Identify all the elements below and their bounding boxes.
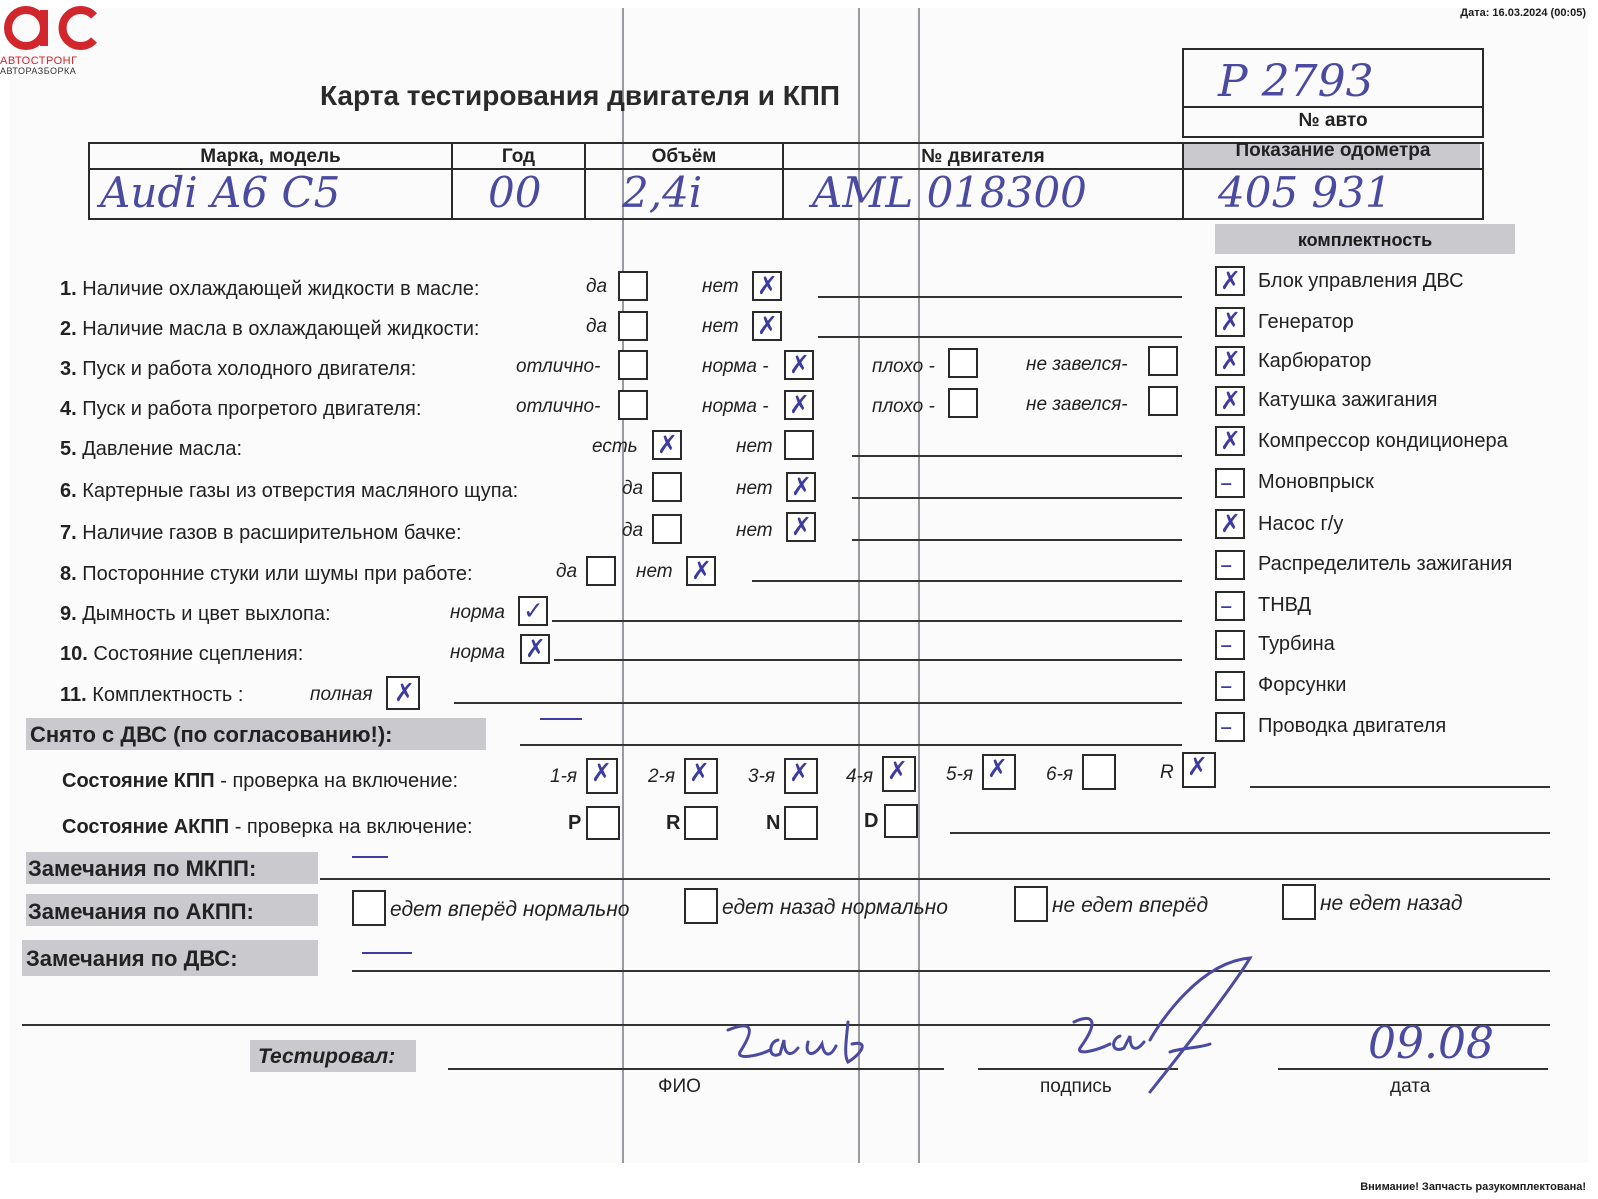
kit-item-ps-pump: Насос г/у — [1258, 513, 1344, 535]
q4-normal-checkbox[interactable]: ✗ — [784, 390, 814, 420]
kit-item-ecu: Блок управления ДВС — [1258, 270, 1464, 292]
dash-mark — [352, 856, 388, 858]
kit-item-injectors: Форсунки — [1258, 674, 1347, 696]
gear-4-checkbox[interactable]: ✗ — [882, 756, 916, 792]
kit-generator-checkbox[interactable]: ✗ — [1215, 307, 1245, 337]
no-label: нет — [736, 478, 773, 499]
bad-label: плохо - — [872, 396, 935, 417]
test-date-value: 09.08 — [1368, 1018, 1494, 1069]
no-label: нет — [636, 561, 673, 582]
q8-yes-checkbox[interactable] — [586, 556, 616, 586]
question-11: 11. Комплектность : — [60, 684, 244, 706]
akpp-forward-ok-label: едет вперёд нормально — [390, 898, 630, 921]
no-label: нет — [702, 316, 739, 337]
kit-title: комплектность — [1297, 230, 1433, 250]
norm-label: норма — [450, 642, 505, 663]
q5-present-checkbox[interactable]: ✗ — [652, 430, 682, 460]
q4-excellent-checkbox[interactable] — [618, 390, 648, 420]
q7-no-checkbox[interactable]: ✗ — [786, 512, 816, 542]
question-6: 6. Картерные газы из отверстия масляного щупа: — [60, 480, 519, 502]
answer-line — [552, 620, 1182, 622]
answer-line — [554, 659, 1182, 661]
excellent-label: отлично- — [516, 356, 601, 377]
answer-line — [950, 832, 1550, 834]
kit-item-carburetor: Карбюратор — [1258, 350, 1372, 372]
question-10: 10. Состояние сцепления: — [60, 643, 304, 665]
gear-p-label: P — [568, 812, 582, 834]
no-label: нет — [736, 520, 773, 541]
kpp-label: Состояние КПП - проверка на включение: — [62, 770, 459, 792]
answer-line — [752, 580, 1182, 582]
question-7: 7. Наличие газов в расширительном бачке: — [60, 522, 462, 544]
question-4: 4. Пуск и работа прогретого двигателя: — [60, 398, 422, 420]
q4-no-start-checkbox[interactable] — [1148, 386, 1178, 416]
tester-name-handwriting — [718, 1012, 898, 1072]
gear-1-label: 1-я — [550, 766, 578, 787]
model-value: Audi A6 C5 — [100, 168, 341, 217]
akpp-remarks-label: Замечания по АКПП: — [28, 899, 254, 924]
gear-p-checkbox[interactable] — [586, 806, 620, 840]
normal-label: норма - — [702, 396, 769, 417]
q3-normal-checkbox[interactable]: ✗ — [784, 350, 814, 380]
q2-yes-checkbox[interactable] — [618, 311, 648, 341]
no-start-label: не завелся- — [1026, 354, 1128, 375]
question-8: 8. Посторонние стуки или шумы при работе: — [60, 563, 473, 585]
mkpp-remarks-label: Замечания по МКПП: — [28, 856, 257, 881]
question-5: 5. Давление масла: — [60, 438, 242, 460]
gear-5-checkbox[interactable]: ✗ — [982, 754, 1016, 790]
gear-r-label: R — [1160, 762, 1174, 783]
q4-bad-checkbox[interactable] — [948, 388, 978, 418]
yes-label: да — [586, 276, 608, 297]
dvs-remarks-label: Замечания по ДВС: — [26, 946, 238, 971]
no-label: нет — [702, 276, 739, 297]
year-header: Год — [501, 146, 536, 167]
akpp-label: Состояние АКПП - проверка на включение: — [62, 816, 473, 838]
dash-mark — [362, 952, 412, 954]
no-start-label: не завелся- — [1026, 394, 1128, 415]
brand-subtitle: АВТОРАЗБОРКА — [0, 66, 77, 76]
excellent-label: отлично- — [516, 396, 601, 417]
gear-n-checkbox[interactable] — [784, 806, 818, 840]
q6-no-checkbox[interactable]: ✗ — [786, 472, 816, 502]
gear-d-label: D — [864, 810, 879, 832]
kit-mono-injection-checkbox[interactable]: – — [1215, 468, 1245, 498]
q11-full-checkbox[interactable]: ✗ — [386, 676, 420, 710]
answer-line — [852, 539, 1182, 541]
akpp-backward-ok-label: едет назад нормально — [722, 896, 948, 919]
dash-mark — [540, 718, 582, 720]
full-label: полная — [310, 684, 373, 705]
yes-label: да — [556, 561, 578, 582]
answer-line — [520, 744, 1182, 746]
gear-r-auto-label: R — [666, 812, 681, 834]
yes-label: да — [586, 316, 608, 337]
volume-value: 2,4i — [622, 168, 703, 217]
kit-injectors-checkbox[interactable]: – — [1215, 671, 1245, 701]
akpp-no-backward-checkbox[interactable] — [1282, 884, 1316, 920]
year-value: 00 — [488, 168, 542, 217]
car-number-value: P 2793 — [1218, 56, 1374, 107]
q6-yes-checkbox[interactable] — [652, 472, 682, 502]
kit-item-wiring: Проводка двигателя — [1258, 715, 1447, 737]
kit-item-turbine: Турбина — [1258, 633, 1335, 655]
akpp-forward-ok-checkbox[interactable] — [352, 890, 386, 926]
gear-n-label: N — [766, 812, 781, 834]
kit-wiring-checkbox[interactable]: – — [1215, 712, 1245, 742]
q8-no-checkbox[interactable]: ✗ — [686, 556, 716, 586]
kit-carburetor-checkbox[interactable]: ✗ — [1215, 346, 1245, 376]
gear-3-label: 3-я — [748, 766, 776, 787]
norm-label: норма — [450, 602, 505, 623]
kit-ps-pump-checkbox[interactable]: ✗ — [1215, 509, 1245, 539]
answer-line — [454, 702, 1182, 704]
gear-r-auto-checkbox[interactable] — [684, 806, 718, 840]
odometer-value: 405 931 — [1218, 168, 1392, 217]
print-date: Дата: 16.03.2024 (00:05) — [1460, 7, 1586, 19]
kit-item-generator: Генератор — [1258, 311, 1354, 333]
answer-line — [1250, 786, 1550, 788]
gear-r-checkbox[interactable]: ✗ — [1182, 752, 1216, 788]
kit-item-ignition-coil: Катушка зажигания — [1258, 389, 1438, 411]
engine-number-header: № двигателя — [921, 146, 1045, 167]
volume-header: Объём — [651, 146, 717, 167]
odometer-header: Показание одометра — [1235, 140, 1431, 161]
q3-bad-checkbox[interactable] — [948, 348, 978, 378]
q2-no-checkbox[interactable]: ✗ — [752, 311, 782, 341]
date-label: дата — [1390, 1076, 1431, 1097]
q1-no-checkbox[interactable]: ✗ — [752, 271, 782, 301]
kit-distributor-checkbox[interactable]: – — [1215, 550, 1245, 580]
question-3: 3. Пуск и работа холодного двигателя: — [60, 358, 417, 380]
q3-no-start-checkbox[interactable] — [1148, 346, 1178, 376]
gear-6-label: 6-я — [1046, 764, 1074, 785]
gear-3-checkbox[interactable]: ✗ — [784, 758, 818, 794]
q7-yes-checkbox[interactable] — [652, 514, 682, 544]
tested-by-label: Тестировал: — [258, 1045, 396, 1068]
kit-item-injection-pump: ТНВД — [1258, 594, 1312, 616]
gear-d-checkbox[interactable] — [884, 804, 918, 838]
gear-6-checkbox[interactable] — [1082, 754, 1116, 790]
present-label: есть — [592, 436, 638, 457]
signature-label: подпись — [1040, 1076, 1112, 1097]
gear-1-checkbox[interactable]: ✗ — [586, 758, 618, 794]
signature-handwriting — [1050, 952, 1270, 1102]
kit-injection-pump-checkbox[interactable]: – — [1215, 591, 1245, 621]
model-header: Марка, модель — [200, 146, 341, 167]
yes-label: да — [622, 478, 644, 499]
gear-2-label: 2-я — [648, 766, 676, 787]
gear-5-label: 5-я — [946, 764, 974, 785]
page-title: Карта тестирования двигателя и КПП — [320, 80, 841, 111]
kit-ac-compressor-checkbox[interactable]: ✗ — [1215, 426, 1245, 456]
yes-label: да — [622, 520, 644, 541]
answer-line — [852, 455, 1182, 457]
q3-excellent-checkbox[interactable] — [618, 350, 648, 380]
gear-4-label: 4-я — [846, 766, 874, 787]
question-9: 9. Дымность и цвет выхлопа: — [60, 603, 331, 625]
answer-line — [852, 497, 1182, 499]
engine-number-value: AML 018300 — [812, 168, 1087, 217]
kit-item-ac-compressor: Компрессор кондиционера — [1258, 430, 1508, 452]
akpp-no-forward-label: не едет вперёд — [1052, 894, 1209, 917]
removed-section-label: Снято с ДВС (по согласованию!): — [30, 722, 393, 747]
normal-label: норма - — [702, 356, 769, 377]
kit-ignition-coil-checkbox[interactable]: ✗ — [1215, 386, 1245, 416]
kit-item-distributor: Распределитель зажигания — [1258, 553, 1513, 575]
q5-no-checkbox[interactable] — [784, 430, 814, 460]
footer-warning: Внимание! Запчасть разукомплектована! — [1360, 1181, 1586, 1193]
gear-2-checkbox[interactable]: ✗ — [684, 758, 718, 794]
kit-item-mono-injection: Моновпрыск — [1258, 471, 1374, 493]
q9-norm-checkbox[interactable]: ✓ — [518, 596, 548, 626]
answer-line — [352, 970, 1550, 972]
answer-line — [818, 296, 1182, 298]
akpp-no-forward-checkbox[interactable] — [1014, 886, 1048, 922]
q1-yes-checkbox[interactable] — [618, 271, 648, 301]
brand-name: АВТОСТРОНГ — [0, 55, 78, 67]
car-number-label: № авто — [1298, 110, 1368, 131]
kit-ecu-checkbox[interactable]: ✗ — [1215, 266, 1245, 296]
answer-line — [818, 336, 1182, 338]
akpp-backward-ok-checkbox[interactable] — [684, 888, 718, 924]
kit-turbine-checkbox[interactable]: – — [1215, 630, 1245, 660]
no-label: нет — [736, 436, 773, 457]
fio-label: ФИО — [658, 1076, 701, 1097]
brand-logo-icon — [2, 2, 102, 52]
bad-label: плохо - — [872, 356, 935, 377]
akpp-no-backward-label: не едет назад — [1320, 892, 1463, 915]
question-2: 2. Наличие масла в охлаждающей жидкости: — [60, 318, 480, 340]
q10-norm-checkbox[interactable]: ✗ — [520, 634, 550, 664]
question-1: 1. Наличие охлаждающей жидкости в масле: — [60, 278, 480, 300]
answer-line — [320, 878, 1550, 880]
